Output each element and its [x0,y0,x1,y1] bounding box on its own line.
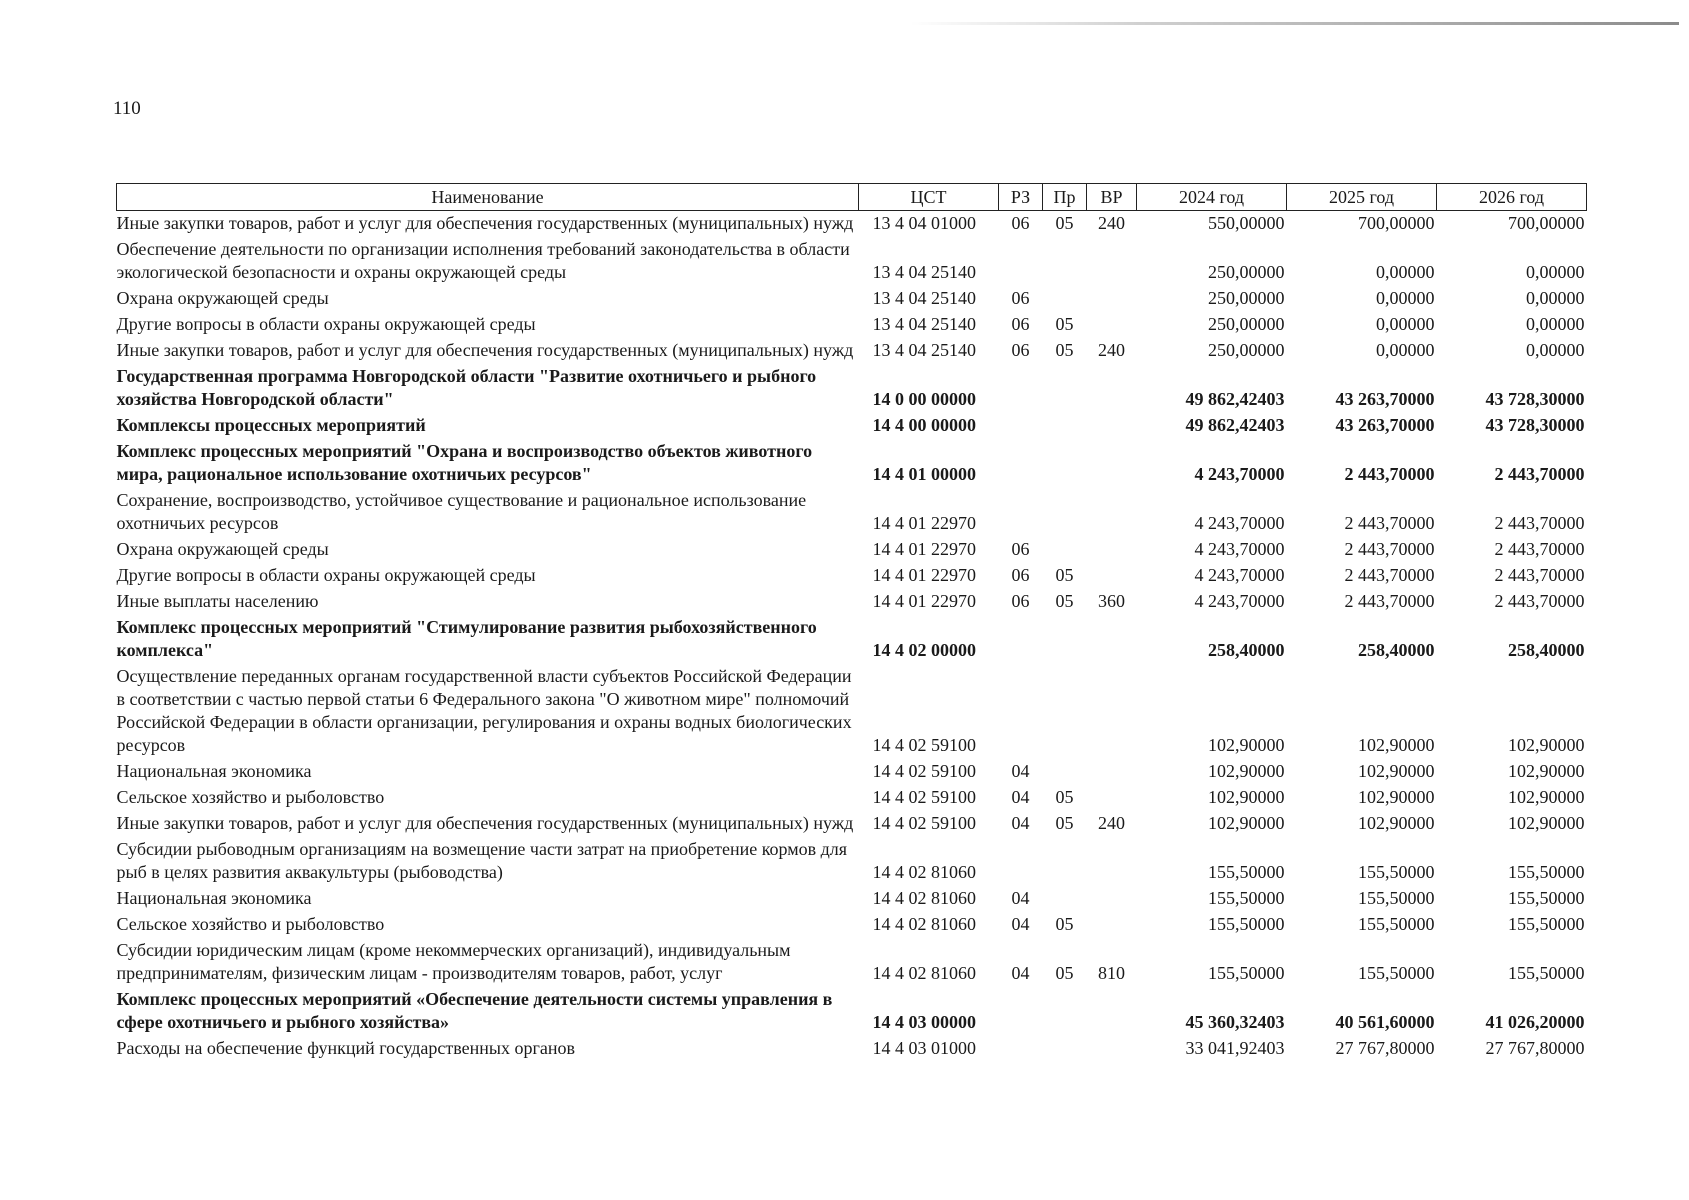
row-2025-cell: 258,40000 [1358,640,1435,660]
row-2024-cell: 250,00000 [1208,314,1285,334]
row-2024-cell: 102,90000 [1208,813,1285,833]
row-rz-cell: 04 [1011,813,1030,833]
row-2024-cell: 4 243,70000 [1194,513,1285,533]
row-cst-cell: 13 4 04 25140 [872,340,976,360]
row-pr-cell [1043,837,1087,886]
row-cst-cell: 14 4 01 00000 [872,464,976,484]
row-cst-cell: 14 4 03 01000 [872,1038,976,1058]
row-pr-cell [1043,413,1087,439]
row-vr-cell [1087,439,1137,488]
row-2024-cell: 33 041,92403 [1185,1038,1285,1058]
row-2026-cell: 155,50000 [1508,888,1585,908]
row-2025-cell: 40 561,60000 [1335,1012,1435,1032]
row-name-cell: Сельское хозяйство и рыболовство [116,787,385,807]
row-2025-cell: 43 263,70000 [1335,389,1435,409]
row-rz-cell [999,439,1043,488]
row-cst-cell: 14 4 01 22970 [872,591,976,611]
row-pr-cell [1043,364,1087,413]
row-pr-cell [1043,1036,1087,1062]
row-2026-cell: 102,90000 [1508,761,1585,781]
row-cst-cell: 14 4 01 22970 [872,539,976,559]
header-2024: 2024 год [1137,184,1287,211]
row-2025-cell: 2 443,70000 [1344,591,1435,611]
table-row [117,811,1587,837]
row-rz-cell [999,615,1043,664]
row-vr-cell: 240 [1098,213,1125,233]
row-rz-cell [999,1036,1043,1062]
row-vr-cell [1087,837,1137,886]
row-2026-cell: 102,90000 [1508,735,1585,755]
row-rz-cell: 06 [1011,340,1030,360]
row-2026-cell: 2 443,70000 [1494,464,1585,484]
row-name-cell: Субсидии рыбоводным организациям на возмещение части затрат на приобретение кормов для рыб в целях развития аквакультуры (рыбоводства) [116,839,848,882]
row-2025-cell: 155,50000 [1358,888,1435,908]
row-2026-cell: 2 443,70000 [1494,565,1585,585]
header-2026: 2026 год [1437,184,1587,211]
row-cst-cell: 14 4 02 81060 [872,888,976,908]
row-pr-cell: 05 [1055,963,1074,983]
row-vr-cell [1087,364,1137,413]
row-2024-cell: 250,00000 [1208,262,1285,282]
row-cst-cell: 14 4 02 81060 [872,963,976,983]
row-name-cell: Комплексы процессных мероприятий [116,415,426,435]
header-rz: РЗ [999,184,1043,211]
row-2025-cell: 102,90000 [1358,735,1435,755]
row-vr-cell [1087,488,1137,537]
row-name-cell: Осуществление переданных органам государственной власти субъектов Российской Федерации в соответствии с частью первой статьи 6 Федерального закона "О животном мире" полномочий Российской Федерации в области организации, регулирования и охраны водных биологических ресурсов [116,666,852,755]
row-vr-cell [1087,537,1137,563]
row-cst-cell: 14 4 02 59100 [872,735,976,755]
row-2024-cell: 155,50000 [1208,963,1285,983]
row-cst-cell: 13 4 04 01000 [872,213,976,233]
table-row [117,211,1587,238]
header-vr: ВР [1087,184,1137,211]
row-pr-cell [1043,664,1087,759]
row-pr-cell: 05 [1055,787,1074,807]
row-vr-cell [1087,563,1137,589]
row-rz-cell: 06 [1011,314,1030,334]
row-vr-cell [1087,1036,1137,1062]
table-body [117,211,1587,1063]
row-name-cell: Сохранение, воспроизводство, устойчивое существование и рациональное использование охотничьих ресурсов [116,490,807,533]
row-cst-cell: 14 4 01 22970 [872,565,976,585]
row-2026-cell: 0,00000 [1526,314,1585,334]
row-rz-cell [999,664,1043,759]
header-pr: Пр [1043,184,1087,211]
row-2024-cell: 102,90000 [1208,787,1285,807]
row-2025-cell: 2 443,70000 [1344,513,1435,533]
header-2025: 2025 год [1287,184,1437,211]
row-rz-cell: 04 [1011,963,1030,983]
row-2026-cell: 41 026,20000 [1485,1012,1585,1032]
row-2026-cell: 27 767,80000 [1485,1038,1585,1058]
row-pr-cell [1043,488,1087,537]
table-row [117,286,1587,312]
row-2024-cell: 155,50000 [1208,862,1285,882]
row-2025-cell: 0,00000 [1376,262,1435,282]
row-2025-cell: 102,90000 [1358,813,1435,833]
row-name-cell: Иные закупки товаров, работ и услуг для обеспечения государственных (муниципальных) нужд [116,340,854,360]
row-rz-cell: 06 [1011,213,1030,233]
row-pr-cell: 05 [1055,340,1074,360]
row-name-cell: Иные закупки товаров, работ и услуг для обеспечения государственных (муниципальных) нужд [116,213,854,233]
row-cst-cell: 14 0 00 00000 [872,389,976,409]
row-2025-cell: 0,00000 [1376,340,1435,360]
table-row [117,759,1587,785]
row-rz-cell [999,413,1043,439]
row-2026-cell: 102,90000 [1508,787,1585,807]
table-row [117,439,1587,488]
row-2026-cell: 43 728,30000 [1485,415,1585,435]
table-row [117,785,1587,811]
budget-table [116,183,1587,1062]
row-name-cell: Комплекс процессных мероприятий «Обеспечение деятельности системы управления в сфере охотничьего и рыбного хозяйства» [116,989,833,1032]
row-pr-cell [1043,886,1087,912]
row-name-cell: Национальная экономика [116,888,312,908]
row-rz-cell: 04 [1011,914,1030,934]
row-rz-cell: 06 [1011,591,1030,611]
row-2025-cell: 2 443,70000 [1344,464,1435,484]
row-rz-cell [999,237,1043,286]
row-pr-cell [1043,537,1087,563]
row-2025-cell: 155,50000 [1358,914,1435,934]
row-pr-cell [1043,987,1087,1036]
row-2024-cell: 4 243,70000 [1194,565,1285,585]
row-vr-cell: 810 [1098,963,1125,983]
row-pr-cell [1043,439,1087,488]
row-2024-cell: 258,40000 [1208,640,1285,660]
table-row [117,886,1587,912]
page-number: 110 [113,98,141,119]
row-2025-cell: 2 443,70000 [1344,565,1435,585]
header-row [117,184,1587,211]
row-cst-cell: 14 4 02 59100 [872,813,976,833]
row-rz-cell: 04 [1011,787,1030,807]
table-row [117,413,1587,439]
row-vr-cell [1087,886,1137,912]
row-vr-cell [1087,987,1137,1036]
row-name-cell: Расходы на обеспечение функций государственных органов [116,1038,575,1058]
row-vr-cell [1087,286,1137,312]
row-cst-cell: 14 4 01 22970 [872,513,976,533]
row-rz-cell: 06 [1011,539,1030,559]
table-row [117,364,1587,413]
row-rz-cell: 06 [1011,565,1030,585]
row-pr-cell [1043,237,1087,286]
row-pr-cell: 05 [1055,213,1074,233]
row-2026-cell: 102,90000 [1508,813,1585,833]
row-2024-cell: 49 862,42403 [1185,389,1285,409]
row-vr-cell: 240 [1098,813,1125,833]
table-row [117,589,1587,615]
row-vr-cell [1087,615,1137,664]
row-cst-cell: 13 4 04 25140 [872,262,976,282]
row-2025-cell: 0,00000 [1376,288,1435,308]
row-2025-cell: 43 263,70000 [1335,415,1435,435]
row-2026-cell: 155,50000 [1508,914,1585,934]
table-row [117,338,1587,364]
row-cst-cell: 14 4 03 00000 [872,1012,976,1032]
row-rz-cell [999,987,1043,1036]
row-name-cell: Охрана окружающей среды [116,288,329,308]
row-2024-cell: 4 243,70000 [1194,591,1285,611]
row-cst-cell: 13 4 04 25140 [872,314,976,334]
row-pr-cell: 05 [1055,565,1074,585]
row-vr-cell [1087,785,1137,811]
row-vr-cell [1087,312,1137,338]
row-name-cell: Обеспечение деятельности по организации исполнения требований законодательства в области экологической безопасности и охраны окружающей среды [116,239,850,282]
table-row [117,563,1587,589]
table-row [117,237,1587,286]
row-cst-cell: 13 4 04 25140 [872,288,976,308]
row-pr-cell [1043,286,1087,312]
row-name-cell: Национальная экономика [116,761,312,781]
row-pr-cell: 05 [1055,813,1074,833]
row-2025-cell: 27 767,80000 [1335,1038,1435,1058]
row-2025-cell: 102,90000 [1358,761,1435,781]
row-2025-cell: 155,50000 [1358,963,1435,983]
table-row [117,837,1587,886]
row-name-cell: Охрана окружающей среды [116,539,329,559]
row-rz-cell [999,488,1043,537]
row-cst-cell: 14 4 00 00000 [872,415,976,435]
row-vr-cell [1087,759,1137,785]
row-name-cell: Другие вопросы в области охраны окружающей среды [116,565,536,585]
row-name-cell: Иные выплаты населению [116,591,319,611]
table-row [117,912,1587,938]
row-2026-cell: 0,00000 [1526,340,1585,360]
row-2025-cell: 155,50000 [1358,862,1435,882]
row-2026-cell: 155,50000 [1508,963,1585,983]
row-cst-cell: 14 4 02 00000 [872,640,976,660]
row-rz-cell: 04 [1011,761,1030,781]
row-2024-cell: 250,00000 [1208,288,1285,308]
row-2024-cell: 550,00000 [1208,213,1285,233]
row-2026-cell: 43 728,30000 [1485,389,1585,409]
row-name-cell: Сельское хозяйство и рыболовство [116,914,385,934]
table-row [117,938,1587,987]
table-row [117,537,1587,563]
row-cst-cell: 14 4 02 81060 [872,914,976,934]
row-2025-cell: 700,00000 [1358,213,1435,233]
table-row [117,664,1587,759]
row-name-cell: Комплекс процессных мероприятий "Стимулирование развития рыбохозяйственного комплекса" [116,617,817,660]
row-2024-cell: 49 862,42403 [1185,415,1285,435]
row-2026-cell: 258,40000 [1508,640,1585,660]
row-pr-cell: 05 [1055,314,1074,334]
row-2025-cell: 102,90000 [1358,787,1435,807]
row-rz-cell [999,837,1043,886]
row-vr-cell: 360 [1098,591,1125,611]
row-2024-cell: 102,90000 [1208,761,1285,781]
row-vr-cell [1087,912,1137,938]
row-pr-cell: 05 [1055,591,1074,611]
row-2024-cell: 45 360,32403 [1185,1012,1285,1032]
row-name-cell: Другие вопросы в области охраны окружающей среды [116,314,536,334]
row-2026-cell: 2 443,70000 [1494,591,1585,611]
table-row [117,488,1587,537]
row-2024-cell: 155,50000 [1208,914,1285,934]
table-header [117,184,1587,211]
row-vr-cell [1087,664,1137,759]
row-name-cell: Субсидии юридическим лицам (кроме некоммерческих организаций), индивидуальным предпринимателям, физическим лицам - производителям товаров, работ, услуг [116,940,791,983]
row-name-cell: Государственная программа Новгородской области "Развитие охотничьего и рыбного хозяйства Новгородской области" [116,366,817,409]
row-2026-cell: 2 443,70000 [1494,513,1585,533]
row-vr-cell [1087,237,1137,286]
row-2024-cell: 4 243,70000 [1194,464,1285,484]
table-row [117,987,1587,1036]
row-2024-cell: 155,50000 [1208,888,1285,908]
table-row [117,615,1587,664]
header-name: Наименование [117,184,859,211]
row-cst-cell: 14 4 02 59100 [872,761,976,781]
row-2026-cell: 0,00000 [1526,288,1585,308]
row-rz-cell [999,364,1043,413]
row-pr-cell [1043,759,1087,785]
row-pr-cell [1043,615,1087,664]
row-rz-cell: 06 [1011,288,1030,308]
row-2024-cell: 250,00000 [1208,340,1285,360]
table-row [117,1036,1587,1062]
row-2026-cell: 0,00000 [1526,262,1585,282]
row-name-cell: Иные закупки товаров, работ и услуг для обеспечения государственных (муниципальных) нужд [116,813,854,833]
row-name-cell: Комплекс процессных мероприятий "Охрана и воспроизводство объектов животного мира, рациональное использование охотничьих ресурсов" [116,441,813,484]
row-cst-cell: 14 4 02 59100 [872,787,976,807]
row-rz-cell: 04 [1011,888,1030,908]
header-cst: ЦСТ [859,184,999,211]
row-2025-cell: 0,00000 [1376,314,1435,334]
row-2024-cell: 4 243,70000 [1194,539,1285,559]
table-row [117,312,1587,338]
row-cst-cell: 14 4 02 81060 [872,862,976,882]
row-2026-cell: 700,00000 [1508,213,1585,233]
row-2025-cell: 2 443,70000 [1344,539,1435,559]
row-vr-cell: 240 [1098,340,1125,360]
row-2026-cell: 155,50000 [1508,862,1585,882]
row-2026-cell: 2 443,70000 [1494,539,1585,559]
row-vr-cell [1087,413,1137,439]
row-2024-cell: 102,90000 [1208,735,1285,755]
scan-edge-line [910,22,1679,25]
row-pr-cell: 05 [1055,914,1074,934]
